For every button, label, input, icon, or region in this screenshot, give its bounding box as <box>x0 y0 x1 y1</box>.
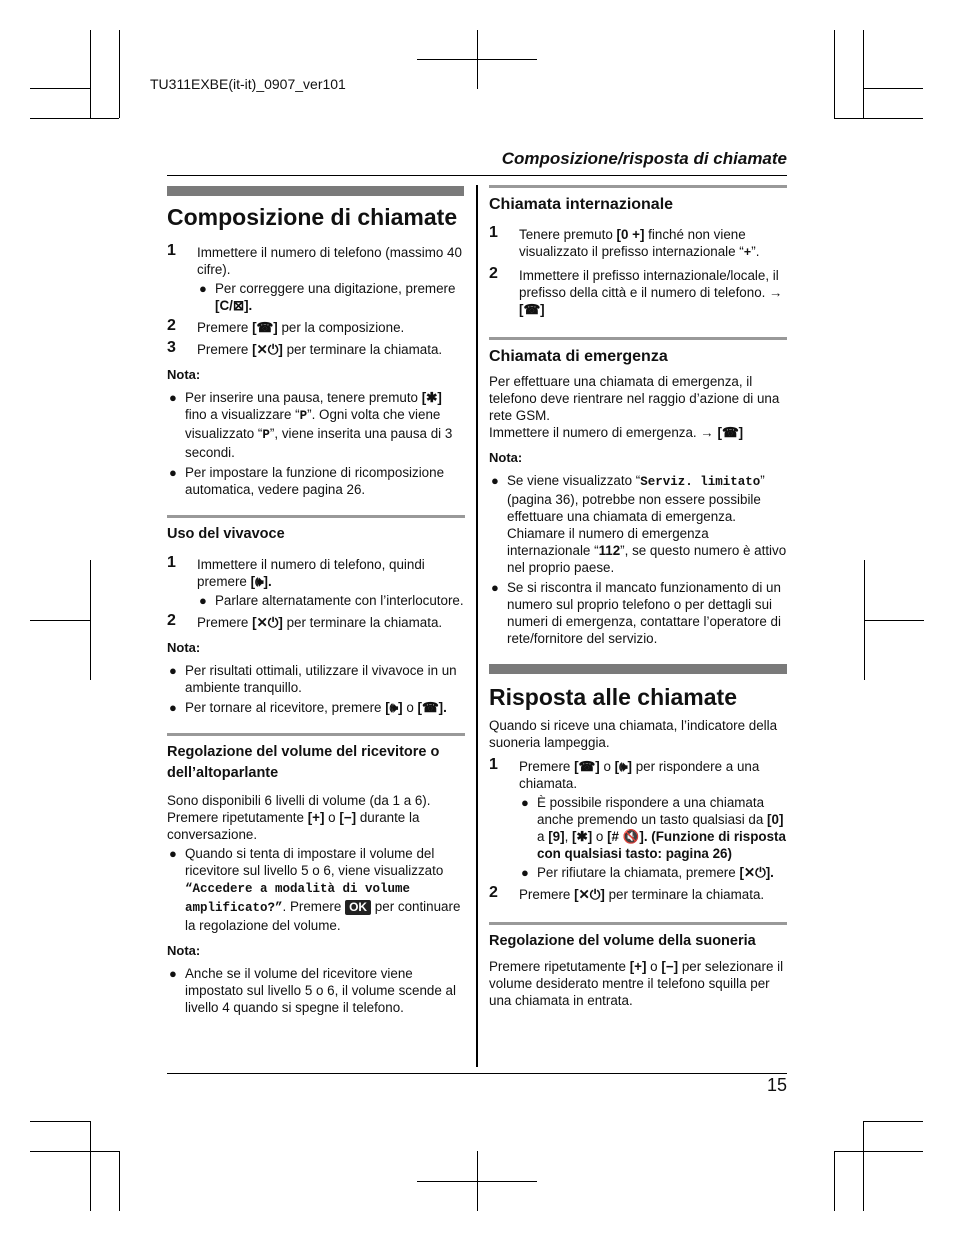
step-1: 1 Immettere il numero di telefono, quindi premere [🕪]. ● Parlare alternatamente con l’interlocutore. <box>167 554 464 608</box>
crop-mark <box>863 1121 864 1211</box>
talk-key-icon: [☎] <box>717 425 744 440</box>
star-key-icon: [✱] <box>421 390 442 405</box>
crop-mark <box>119 1151 120 1211</box>
crop-mark <box>834 1151 835 1211</box>
subsection-rule <box>167 515 465 518</box>
step-2: 2 Premere [✕⏻] per terminare la chiamata. <box>167 612 443 630</box>
crop-mark <box>119 30 120 118</box>
crop-mark <box>864 620 924 621</box>
left-column <box>167 203 465 1019</box>
heading-suoneria: Regolazione del volume della suoneria <box>489 933 756 949</box>
section-bar <box>489 664 787 674</box>
sub-bullet: ● Parlare alternatamente con l’interlocutore. <box>199 593 464 608</box>
heading-volume: Regolazione del volume del ricevitore o dell’altoparlante <box>167 744 440 781</box>
note-item: ● Se viene visualizzato “Serviz. limitato” (pagina 36), potrebbe non essere possibile effettuare una chiamata di emergenza. Chiamare il numero di emergenza internazionale “112”, se questo numero è attivo nel proprio paese. <box>491 473 787 575</box>
talk-key-icon: [☎]. <box>417 700 447 715</box>
suoneria-text: Premere ripetutamente [+] o [−] per selezionare il volume desiderato mentre il telefono squilla per una chiamata in entrata. <box>489 959 784 1008</box>
talk-key-icon: [☎] <box>519 302 545 317</box>
crop-mark <box>864 560 865 680</box>
talk-key-icon: [☎] <box>252 320 278 335</box>
section-bar <box>167 186 464 196</box>
step-1: 1 Premere [☎] o [🕪] per rispondere a una chiamata. ● È possibile rispondere a una chiamata anche premendo un tasto qualsiasi da [0] a [9], [✱] o [# 🔇]. (Funzione di risposta con qualsiasi tasto: pagina 26) ● Per rifiutare la chiamata, premere [✕⏻]. <box>489 756 786 880</box>
note-item: ● Per risultati ottimali, utilizzare il vivavoce in un ambiente tranquillo. <box>169 663 457 695</box>
step-2: 2 Immettere il prefisso internazionale/locale, il prefisso della città e il numero di telefono. → [☎] <box>489 265 783 317</box>
section-title: Composizione/risposta di chiamate <box>501 149 787 168</box>
sub-bullet: ● È possibile rispondere a una chiamata anche premendo un tasto qualsiasi da [0] a [9], [✱] o [# 🔇]. (Funzione di risposta con qualsiasi tasto: pagina 26) <box>521 795 786 861</box>
nota-label: Nota: <box>167 943 201 958</box>
talk-key-icon: [☎] <box>574 759 600 774</box>
crop-mark <box>834 30 835 118</box>
crop-mark <box>90 1121 91 1211</box>
crop-mark <box>834 1151 923 1152</box>
crop-mark <box>90 30 91 118</box>
off-power-key-icon: [✕⏻] <box>252 342 283 357</box>
speaker-key-icon: [🕪] <box>385 700 403 715</box>
heading-vivavoce: Uso del vivavoce <box>167 526 285 542</box>
note-item: ● Quando si tenta di impostare il volume del ricevitore sul livello 5 o 6, viene visualizzato “Accedere a modalità di volume amplificato?”. Premere OK per continuare la regolazione del volume. <box>169 846 461 933</box>
plus-key-icon: [+] <box>307 810 325 825</box>
step-3: 3 Premere [✕⏻] per terminare la chiamata. <box>167 339 443 357</box>
nota-label: Nota: <box>167 640 201 655</box>
zero-plus-key-icon: [0 +] <box>616 227 645 242</box>
subsection-rule <box>489 185 787 188</box>
crop-mark <box>417 1181 537 1182</box>
crop-mark <box>834 118 923 119</box>
subsection-rule <box>167 733 465 736</box>
heading-internazionale: Chiamata internazionale <box>489 196 674 213</box>
off-power-key-icon: [✕⏻] <box>252 615 283 630</box>
header-rule <box>167 175 787 176</box>
note-item: ● Anche se il volume del ricevitore viene impostato sul livello 5 o 6, il volume scende al livello 4 quando si spegne il telefono. <box>169 966 456 1015</box>
minus-key-icon: [−] <box>661 959 679 974</box>
crop-mark <box>30 1121 90 1122</box>
note-item: ● Per tornare al ricevitore, premere [🕪] o [☎]. <box>169 700 447 715</box>
crop-mark <box>863 88 923 89</box>
note-item: ● Se si riscontra il mancato funzionamento di un numero sul proprio telefono o per dettagli sui numeri di emergenza, contattare l’operatore di rete/fornitore del servizio. <box>491 580 781 646</box>
note-item: ● Per impostare la funzione di ricomposizione automatica, vedere pagina 26. <box>169 465 445 497</box>
crop-mark <box>30 118 119 119</box>
heading-emergenza: Chiamata di emergenza <box>489 348 668 365</box>
nota-label: Nota: <box>489 450 523 465</box>
subsection-rule <box>489 337 787 340</box>
crop-mark <box>863 30 864 118</box>
heading-composizione: Composizione di chiamate <box>167 204 458 230</box>
minus-key-icon: [−] <box>339 810 357 825</box>
crop-mark <box>30 620 90 621</box>
plus-key-icon: [+] <box>629 959 647 974</box>
step-1: 1 Tenere premuto [0 +] finché non viene visualizzato il prefisso internazionale “+”. <box>489 224 760 260</box>
sub-bullet: ● Per correggere una digitazione, premere [C/⊠]. <box>199 281 456 313</box>
emergency-text: Per effettuare una chiamata di emergenza, il telefono deve rientrare nel raggio d’azione di una rete GSM. <box>489 374 780 423</box>
footer-rule <box>167 1073 787 1074</box>
step-2: 2 Premere [✕⏻] per terminare la chiamata. <box>489 884 765 902</box>
column-divider <box>476 185 478 1067</box>
crop-mark <box>30 88 90 89</box>
crop-mark <box>90 560 91 680</box>
emergency-instruction: Immettere il numero di emergenza. → [☎] <box>489 425 744 440</box>
right-column <box>489 194 787 650</box>
note-item: ● Per inserire una pausa, tenere premuto [✱] fino a visualizzare “P”. Ogni volta che viene visualizzato “P”, viene inserita una pausa di 3 secondi. <box>169 390 453 460</box>
clear-key-icon: [C/⊠]. <box>215 298 253 313</box>
step-1: 1 Immettere il numero di telefono (massimo 40 cifre). ● Per correggere una digitazione, premere [C/⊠]. <box>167 244 465 314</box>
doc-code: TU311EXBE(it-it)_0907_ver101 <box>150 76 346 92</box>
speaker-key-icon: [🕪]. <box>250 574 272 589</box>
volume-intro: Sono disponibili 6 livelli di volume (da 1 a 6). Premere ripetutamente [+] o [−] durante la conversazione. <box>167 793 431 842</box>
page-number: 15 <box>766 1075 787 1095</box>
crop-mark <box>30 1151 119 1152</box>
right-column-lower <box>489 683 787 1009</box>
step-2: 2 Premere [☎] per la composizione. <box>167 317 405 335</box>
hash-mute-key-icon: [# 🔇] <box>607 829 644 844</box>
crop-mark <box>863 1121 923 1122</box>
off-power-key-icon: [✕⏻] <box>574 887 605 902</box>
speaker-key-icon: [🕪] <box>614 759 632 774</box>
sub-bullet: ● Per rifiutare la chiamata, premere [✕⏻]. <box>521 865 774 880</box>
subsection-rule <box>489 922 787 925</box>
ok-key-icon: OK <box>345 900 371 915</box>
risposta-intro: Quando si riceve una chiamata, l’indicatore della suoneria lampeggia. <box>489 718 778 750</box>
star-key-icon: [✱] <box>572 829 593 844</box>
nota-label: Nota: <box>167 367 201 382</box>
crop-mark <box>417 59 537 60</box>
heading-risposta: Risposta alle chiamate <box>489 684 737 710</box>
off-power-key-icon: [✕⏻]. <box>739 865 774 880</box>
